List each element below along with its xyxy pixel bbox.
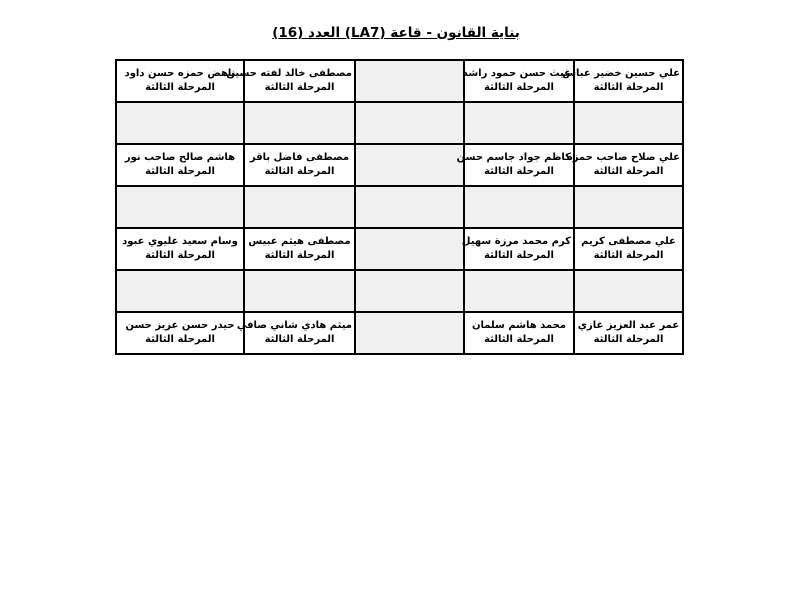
student-stage-label: المرحلة الثالثة xyxy=(264,82,335,93)
spacer-cell xyxy=(355,270,464,312)
spacer-cell xyxy=(116,186,244,228)
student-cell xyxy=(116,144,244,186)
student-cell xyxy=(562,60,683,102)
seating-table xyxy=(115,59,684,355)
student-stage-label: المرحلة الثالثة xyxy=(484,250,554,261)
page-title: بناية القانون - قاعة (LA7) العدد (16) xyxy=(272,25,520,41)
student-name: عمر عبد العزيز غازي xyxy=(577,320,680,331)
student-stage-label: المرحلة الثالثة xyxy=(593,250,664,261)
student-stage-label: المرحلة الثالثة xyxy=(145,166,215,177)
student-cell xyxy=(574,312,683,354)
student-stage-label: المرحلة الثالثة xyxy=(264,334,335,345)
student-stage-label: المرحلة الثالثة xyxy=(593,166,664,177)
student-name: علي صلاح صاحب حمزه xyxy=(566,152,680,163)
student-stage-label: المرحلة الثالثة xyxy=(264,166,335,177)
aisle-cell xyxy=(355,312,464,354)
student-stage-label: المرحلة الثالثة xyxy=(145,82,215,93)
student-stage-label: المرحلة الثالثة xyxy=(145,250,215,261)
student-stage-label: المرحلة الثالثة xyxy=(484,82,554,93)
spacer-cell xyxy=(574,102,683,144)
student-cell xyxy=(574,228,683,270)
spacer-row xyxy=(116,102,683,144)
student-name: ميثم هادي شاني صافي xyxy=(236,320,352,331)
student-cell xyxy=(116,228,244,270)
table-row xyxy=(116,144,683,186)
spacer-cell xyxy=(574,186,683,228)
table-row xyxy=(116,312,683,354)
student-cell xyxy=(464,60,574,102)
spacer-cell xyxy=(244,102,355,144)
student-stage-label: المرحلة الثالثة xyxy=(484,166,554,177)
student-name: حيدر حسن عزيز حسن xyxy=(125,320,235,331)
table-row xyxy=(116,60,683,102)
student-name: علي مصطفى كريم xyxy=(581,236,676,247)
student-name: كرم محمد مرزة سهيل xyxy=(461,236,571,247)
student-cell xyxy=(456,144,574,186)
student-stage-label: المرحلة الثالثة xyxy=(145,334,215,345)
student-name: مصطفى فاضل باقر xyxy=(249,152,350,163)
spacer-cell xyxy=(116,270,244,312)
student-name: كاظم جواد جاسم حسن xyxy=(456,152,571,163)
student-stage-label: المرحلة الثالثة xyxy=(593,334,664,345)
student-cell xyxy=(236,312,355,354)
spacer-cell xyxy=(574,270,683,312)
spacer-cell xyxy=(355,102,464,144)
student-cell xyxy=(226,60,355,102)
spacer-cell xyxy=(116,102,244,144)
student-cell xyxy=(464,312,574,354)
aisle-cell xyxy=(355,144,464,186)
aisle-cell xyxy=(355,60,464,102)
student-cell xyxy=(244,144,355,186)
spacer-cell xyxy=(355,186,464,228)
aisle-cell xyxy=(355,228,464,270)
student-stage-label: المرحلة الثالثة xyxy=(484,334,554,345)
spacer-cell xyxy=(464,186,574,228)
table-row xyxy=(116,228,683,270)
student-stage-label: المرحلة الثالثة xyxy=(264,250,335,261)
spacer-cell xyxy=(244,270,355,312)
student-name: مصطفى خالد لفته حسين xyxy=(226,68,352,79)
spacer-row xyxy=(116,186,683,228)
student-name: وسام سعيد عليوي عبود xyxy=(122,236,238,247)
spacer-cell xyxy=(464,102,574,144)
student-name: محمد هاشم سلمان xyxy=(471,320,567,331)
student-name: مصطفى هيثم عبيس xyxy=(248,236,351,247)
student-cell xyxy=(116,312,244,354)
student-stage-label: المرحلة الثالثة xyxy=(593,82,664,93)
student-cell xyxy=(566,144,683,186)
student-name: هاشم صالح صاحب نور xyxy=(124,152,236,163)
student-cell xyxy=(116,60,244,102)
student-name: غيث حسن حمود راشد xyxy=(462,68,571,79)
student-cell xyxy=(461,228,574,270)
student-name: علي حسين خضير عباس xyxy=(562,68,680,79)
spacer-cell xyxy=(464,270,574,312)
student-name: ناهض حمزه حسن داود xyxy=(124,68,236,79)
student-cell xyxy=(244,228,355,270)
spacer-cell xyxy=(244,186,355,228)
spacer-row xyxy=(116,270,683,312)
